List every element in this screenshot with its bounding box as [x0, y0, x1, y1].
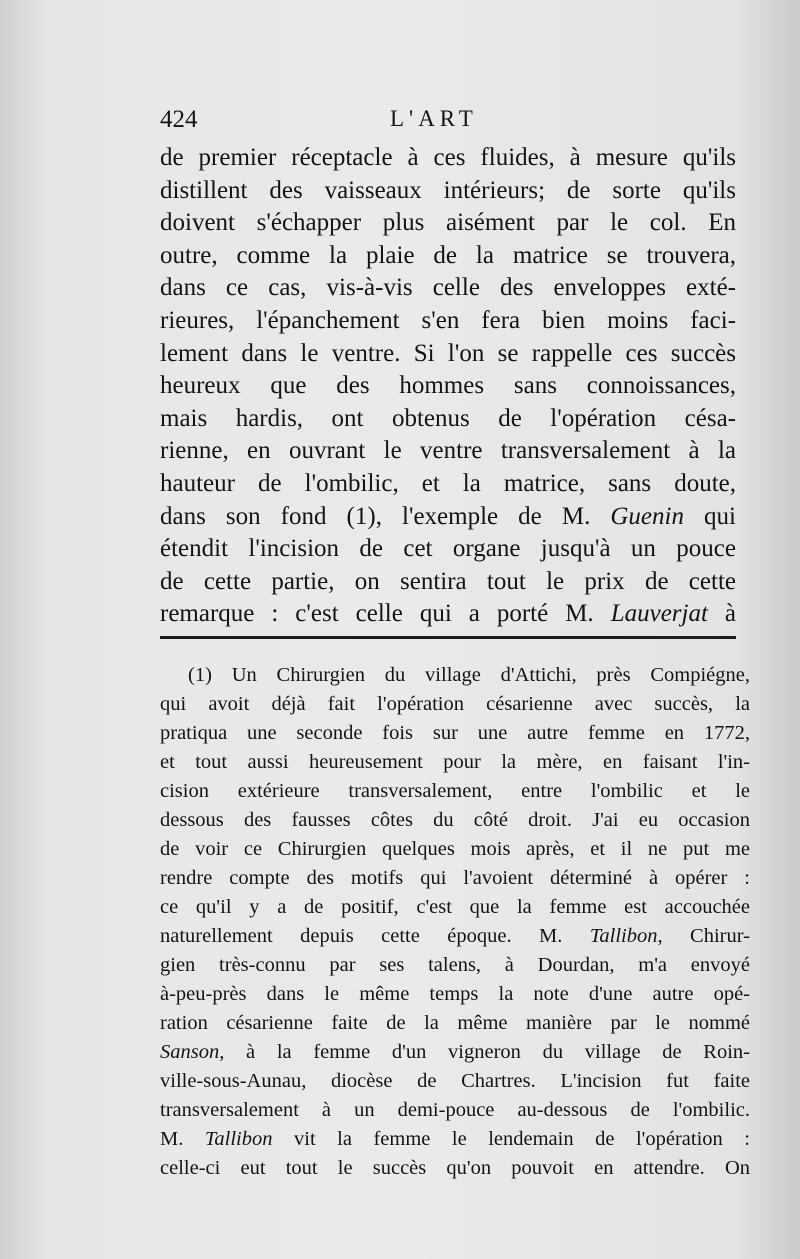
running-title: L'ART — [390, 106, 478, 131]
footnote — [160, 661, 750, 1183]
footnote-rule — [160, 636, 736, 639]
footnote-line: (1) Un Chirurgien du village d'Attichi, près Compiégne, — [188, 664, 750, 686]
main-text — [160, 142, 736, 631]
text-line: dans ce cas, vis-à-vis celle des enveloppes exté- — [160, 274, 736, 302]
text-line: rienne, en ouvrant le ventre transversalement à la — [160, 437, 736, 465]
footnote-line: Sanson, à la femme d'un vigneron du village de Roin- — [160, 1041, 750, 1063]
footnote-line: gien très-connu par ses talens, à Dourdan, m'a envoyé — [160, 954, 750, 976]
footnote-line: naturellement depuis cette époque. M. Tallibon, Chirur- — [160, 925, 750, 947]
text-line: doivent s'échapper plus aisément par le col. En — [160, 209, 736, 237]
footnote-line: qui avoit déjà fait l'opération césarienne avec succès, la — [160, 693, 750, 715]
footnote-line: ce qu'il y a de positif, c'est que la femme est accouchée — [160, 896, 750, 918]
footnote-line: et tout aussi heureusement pour la mère, en faisant l'in- — [160, 751, 750, 773]
footnote-line: ration césarienne faite de la même manière par le nommé — [160, 1012, 750, 1034]
text-line: mais hardis, ont obtenus de l'opération césa- — [160, 404, 736, 432]
text-line: dans son fond (1), l'exemple de M. Guenin qui — [160, 502, 736, 530]
footnote-line: dessous des fausses côtes du côté droit. J'ai eu occasion — [160, 809, 750, 831]
text-line: outre, comme la plaie de la matrice se trouvera, — [160, 241, 736, 269]
text-line: remarque : c'est celle qui a porté M. Lauverjat à — [160, 600, 736, 628]
text-line: rieures, l'épanchement s'en fera bien moins faci- — [160, 306, 736, 334]
footnote-line: transversalement à un demi-pouce au-dessous de l'ombilic. — [160, 1099, 750, 1121]
footnote-line: ville-sous-Aunau, diocèse de Chartres. L'incision fut faite — [160, 1070, 750, 1092]
text-line: hauteur de l'ombilic, et la matrice, sans doute, — [160, 469, 736, 497]
footnote-line: de voir ce Chirurgien quelques mois après, et il ne put me — [160, 838, 750, 860]
page-number: 424 — [160, 106, 198, 133]
footnote-line: M. Tallibon vit la femme le lendemain de l'opération : — [160, 1128, 750, 1150]
text-line: étendit l'incision de cet organe jusqu'à un pouce — [160, 535, 736, 563]
text-line: lement dans le ventre. Si l'on se rappelle ces succès — [160, 339, 736, 367]
footnote-line: celle-ci eut tout le succès qu'on pouvoit en attendre. On — [160, 1157, 750, 1179]
footnote-line: à-peu-près dans le même temps la note d'une autre opé- — [160, 983, 750, 1005]
text-line: de cette partie, on sentira tout le prix de cette — [160, 567, 736, 595]
text-line: heureux que des hommes sans connoissances, — [160, 372, 736, 400]
text-line: distillent des vaisseaux intérieurs; de sorte qu'ils — [160, 176, 736, 204]
footnote-line: pratiqua une seconde fois sur une autre femme en 1772, — [160, 722, 750, 744]
text-line: de premier réceptacle à ces fluides, à mesure qu'ils — [160, 144, 736, 171]
footnote-line: rendre compte des motifs qui l'avoient déterminé à opérer : — [160, 867, 750, 889]
running-head — [160, 106, 736, 140]
footnote-line: cision extérieure transversalement, entre l'ombilic et le — [160, 780, 750, 802]
